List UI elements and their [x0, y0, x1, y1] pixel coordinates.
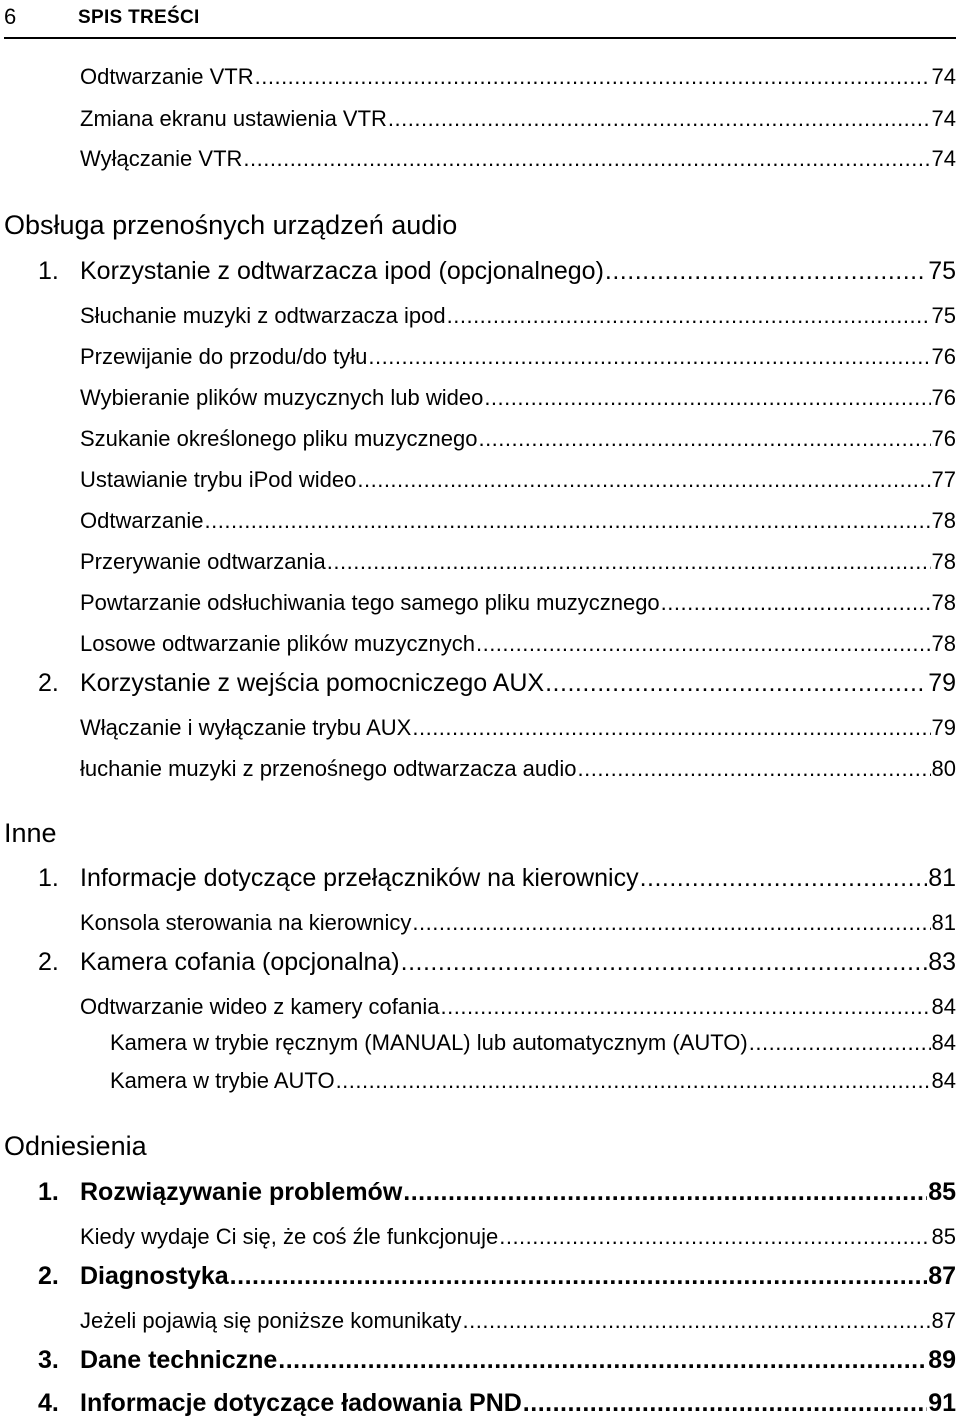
toc-entry[interactable]: [80, 64, 956, 90]
section-heading: Obsługa przenośnych urządzeń audio: [4, 210, 458, 240]
dot-leader: [578, 756, 931, 782]
dot-leader: [749, 1030, 931, 1056]
toc-entry-title: łuchanie muzyki z przenośnego odtwarzacza audio: [80, 756, 577, 781]
dot-leader: [278, 1345, 927, 1375]
dot-leader: [230, 1261, 928, 1291]
toc-entry-page: 75: [931, 303, 956, 328]
dot-leader: [412, 910, 930, 936]
dot-leader: [478, 426, 930, 452]
toc-entry-title: Rozwiązywanie problemów: [80, 1178, 403, 1206]
dot-leader: [447, 303, 931, 329]
toc-entry-number: 2.: [38, 669, 59, 697]
toc-entry[interactable]: [80, 715, 956, 741]
toc-entry[interactable]: [80, 756, 956, 782]
toc-entry[interactable]: [38, 863, 956, 893]
dot-leader: [640, 863, 928, 893]
toc-entry-title: Odtwarzanie VTR: [80, 64, 254, 89]
header-title: SPIS TREŚCI: [78, 7, 200, 28]
dot-leader: [357, 467, 930, 493]
toc-entry-title: Przewijanie do przodu/do tyłu: [80, 344, 368, 369]
toc-entry[interactable]: [80, 344, 956, 370]
dot-leader: [463, 1308, 931, 1334]
toc-entry[interactable]: [38, 1177, 956, 1207]
toc-entry-title: Powtarzanie odsłuchiwania tego samego pliku muzycznego: [80, 590, 660, 615]
page-number: 6: [4, 4, 17, 29]
toc-entry-page: 85: [928, 1178, 956, 1206]
toc-entry-number: 1.: [38, 864, 59, 892]
toc-entry-page: 76: [931, 426, 956, 451]
dot-leader: [388, 106, 931, 132]
dot-leader: [368, 344, 930, 370]
toc-entry-title: Korzystanie z odtwarzacza ipod (opcjonalnego): [80, 257, 604, 285]
toc-entry[interactable]: [38, 1345, 956, 1375]
toc-entry-page: 89: [928, 1346, 956, 1374]
dot-leader: [243, 146, 930, 172]
toc-entry-page: 78: [931, 549, 956, 574]
toc-entry-page: 74: [931, 106, 956, 131]
header-divider: [4, 37, 956, 39]
dot-leader: [523, 1388, 927, 1418]
toc-entry-page: 84: [931, 1030, 956, 1055]
toc-entry[interactable]: [80, 146, 956, 172]
toc-entry[interactable]: [80, 385, 956, 411]
dot-leader: [401, 947, 928, 977]
toc-entry-number: 2.: [38, 948, 59, 976]
toc-entry-title: Informacje dotyczące przełączników na kierownicy: [80, 864, 639, 892]
dot-leader: [255, 64, 931, 90]
dot-leader: [545, 668, 927, 698]
toc-entry-title: Kamera w trybie AUTO: [110, 1068, 335, 1093]
toc-entry-title: Włączanie i wyłączanie trybu AUX: [80, 715, 412, 740]
section-heading: Inne: [4, 818, 57, 848]
toc-entry-page: 81: [931, 910, 956, 935]
toc-entry[interactable]: [80, 426, 956, 452]
toc-entry-page: 76: [931, 385, 956, 410]
toc-entry-page: 79: [928, 669, 956, 697]
toc-entry-title: Jeżeli pojawią się poniższe komunikaty: [80, 1308, 462, 1333]
toc-entry-page: 85: [931, 1224, 956, 1249]
toc-entry-title: Losowe odtwarzanie plików muzycznych: [80, 631, 475, 656]
toc-entry-page: 74: [931, 64, 956, 89]
dot-leader: [205, 508, 931, 534]
toc-entry-number: 4.: [38, 1389, 59, 1417]
toc-entry-title: Kamera w trybie ręcznym (MANUAL) lub automatycznym (AUTO): [110, 1030, 748, 1055]
toc-entry-page: 75: [928, 257, 956, 285]
toc-entry-number: 3.: [38, 1346, 59, 1374]
toc-entry[interactable]: [80, 303, 956, 329]
toc-entry-page: 81: [928, 864, 956, 892]
toc-entry[interactable]: [80, 1224, 956, 1250]
toc-entry-title: Słuchanie muzyki z odtwarzacza ipod: [80, 303, 446, 328]
toc-entry-number: 1.: [38, 257, 59, 285]
dot-leader: [336, 1068, 931, 1094]
toc-entry-title: Ustawianie trybu iPod wideo: [80, 467, 357, 492]
toc-entry[interactable]: [80, 106, 956, 132]
dot-leader: [403, 1177, 927, 1207]
toc-entry-title: Konsola sterowania na kierownicy: [80, 910, 412, 935]
toc-entry-page: 91: [928, 1389, 956, 1417]
toc-entry-title: Informacje dotyczące ładowania PND: [80, 1389, 522, 1417]
toc-entry-number: 2.: [38, 1262, 59, 1290]
toc-entry-number: 1.: [38, 1178, 59, 1206]
toc-entry-page: 84: [931, 1068, 956, 1093]
toc-entry[interactable]: [80, 910, 956, 936]
toc-entry-title: Zmiana ekranu ustawienia VTR: [80, 106, 387, 131]
toc-entry-page: 78: [931, 508, 956, 533]
toc-entry-title: Kamera cofania (opcjonalna): [80, 948, 400, 976]
toc-entry-title: Kiedy wydaje Ci się, że coś źle funkcjonuje: [80, 1224, 499, 1249]
toc-entry-page: 78: [931, 631, 956, 656]
toc-entry[interactable]: [80, 508, 956, 534]
toc-entry-page: 74: [931, 146, 956, 171]
toc-entry-title: Szukanie określonego pliku muzycznego: [80, 426, 478, 451]
dot-leader: [441, 994, 931, 1020]
dot-leader: [661, 590, 931, 616]
toc-entry[interactable]: [110, 1068, 956, 1094]
toc-entry[interactable]: [38, 1388, 956, 1418]
dot-leader: [484, 385, 930, 411]
dot-leader: [605, 256, 927, 286]
toc-entry[interactable]: [80, 994, 956, 1020]
toc-entry-title: Wybieranie plików muzycznych lub wideo: [80, 385, 484, 410]
toc-entry[interactable]: [38, 947, 956, 977]
toc-entry-title: Dane techniczne: [80, 1346, 278, 1374]
toc-entry-page: 87: [928, 1262, 956, 1290]
toc-entry-page: 80: [931, 756, 956, 781]
toc-entry[interactable]: [80, 1308, 956, 1334]
toc-entry-page: 78: [931, 590, 956, 615]
toc-entry[interactable]: [38, 668, 956, 698]
toc-entry[interactable]: [38, 256, 956, 286]
toc-entry-title: Odtwarzanie wideo z kamery cofania: [80, 994, 440, 1019]
toc-entry-page: 83: [928, 948, 956, 976]
toc-entry-title: Wyłączanie VTR: [80, 146, 243, 171]
toc-entry-page: 87: [931, 1308, 956, 1333]
dot-leader: [499, 1224, 930, 1250]
toc-entry-page: 79: [931, 715, 956, 740]
toc-entry-title: Odtwarzanie: [80, 508, 204, 533]
toc-entry-title: Korzystanie z wejścia pomocniczego AUX: [80, 669, 545, 697]
dot-leader: [476, 631, 931, 657]
toc-entry-page: 84: [931, 994, 956, 1019]
toc-entry[interactable]: [80, 549, 956, 575]
page-header: [0, 0, 960, 44]
toc-entry[interactable]: [110, 1030, 956, 1056]
toc-entry[interactable]: [80, 590, 956, 616]
section-heading: Odniesienia: [4, 1131, 147, 1161]
toc-entry[interactable]: [38, 1261, 956, 1291]
toc-entry-page: 76: [931, 344, 956, 369]
dot-leader: [412, 715, 930, 741]
dot-leader: [327, 549, 931, 575]
toc-entry[interactable]: [80, 467, 956, 493]
toc-entry[interactable]: [80, 631, 956, 657]
toc-entry-page: 77: [931, 467, 956, 492]
toc-entry-title: Diagnostyka: [80, 1262, 229, 1290]
toc-entry-title: Przerywanie odtwarzania: [80, 549, 326, 574]
